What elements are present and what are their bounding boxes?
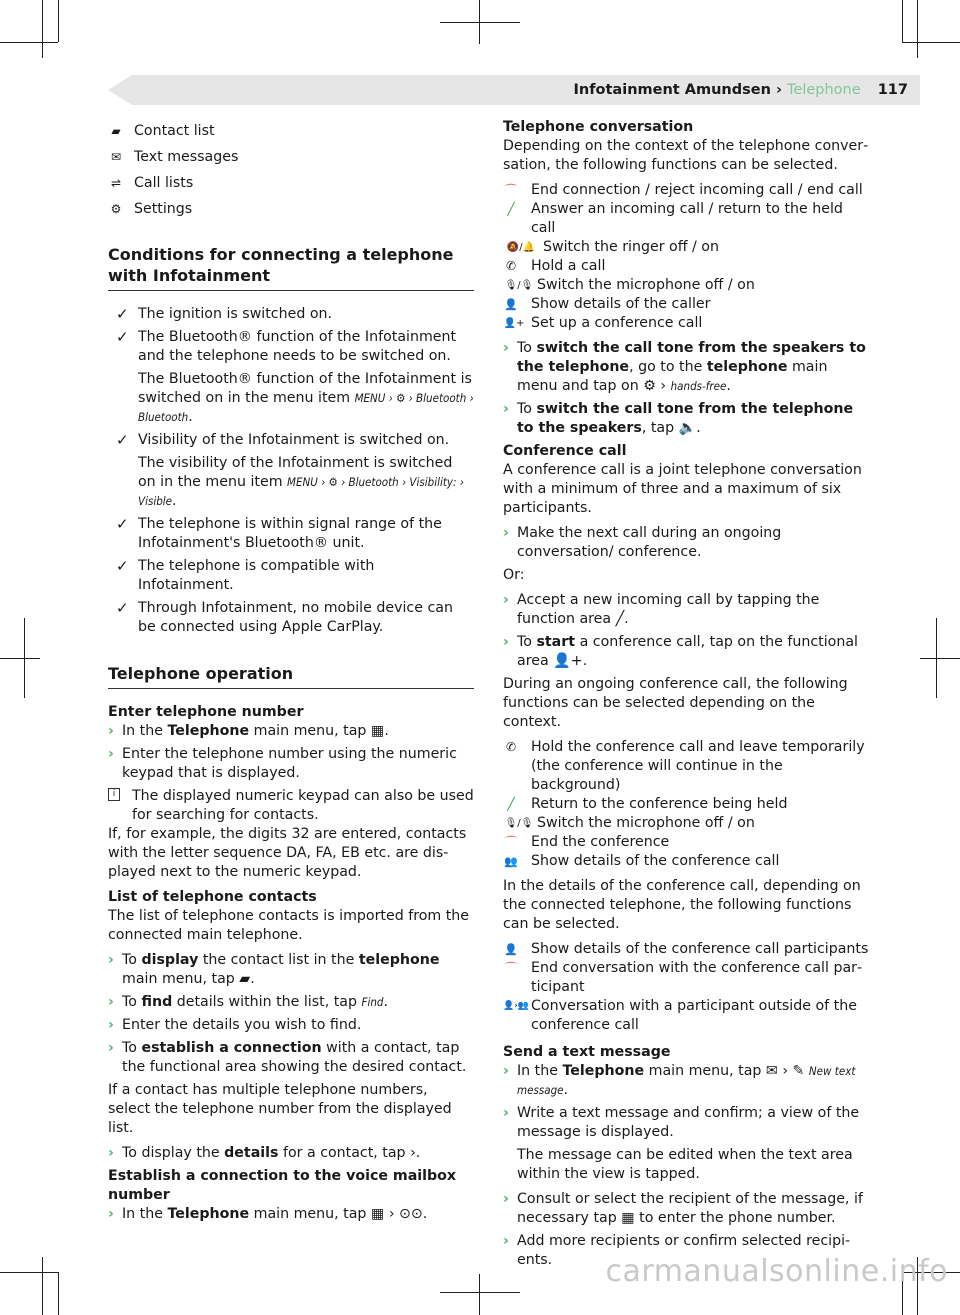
header-section: Infotainment Amundsen xyxy=(573,82,771,98)
step: › To display the details for a contact, tap ›. xyxy=(108,1145,421,1161)
condition-item: ✓ Through Infotainment, no mobile device can be connected using Apple CarPlay. xyxy=(116,599,453,635)
step: › In the Telephone main menu, tap ▦ › ⊙⊙. xyxy=(108,1206,428,1222)
private-talk-icon: 👤›👥 xyxy=(503,1001,530,1011)
conversation-heading: Telephone conversation xyxy=(503,119,694,135)
menu-path: hands-free xyxy=(670,379,727,393)
conference-details-intro: In the details of the conference call, depending on the connected telephone, the following functions can be selected. xyxy=(503,878,861,932)
step: › Add more recipients or confirm selected recipients. xyxy=(503,1233,851,1268)
menu-path: Find xyxy=(361,995,384,1009)
checkmark-icon: ✓ xyxy=(116,599,129,617)
condition-item: ✓ Visibility of the Infotainment is switched on. xyxy=(116,431,450,449)
header-separator: › xyxy=(775,82,782,98)
microphone-icon: 🎙/🎙 xyxy=(504,280,534,291)
end-participant-icon: ⌒ xyxy=(504,961,517,975)
function-row: 🎙/🎙 Switch the microphone off / on xyxy=(504,815,755,831)
end-call-icon: ⌒ xyxy=(504,183,517,197)
function-row: 👤 Show details of the conference call participants xyxy=(504,941,869,957)
menu-path: MENU › ⚙ › Bluetooth › Visibility: › Visible xyxy=(138,475,464,508)
menu-item xyxy=(108,118,474,144)
note-text: If, for example, the digits 32 are entered, contacts with the letter sequence DA, FA, EB etc. are displayed next to the numeric keypad. xyxy=(108,826,467,880)
participant-icon: 👤 xyxy=(504,943,518,956)
conversation-functions xyxy=(503,181,871,333)
checkmark-icon: ✓ xyxy=(116,557,129,575)
function-row: ✆ Hold a call xyxy=(503,257,871,276)
function-row: ╱ Return to the conference being held xyxy=(503,795,871,814)
conference-heading: Conference call xyxy=(503,443,627,459)
operation-heading: Telephone operation xyxy=(108,663,474,689)
condition-item: ✓ The Bluetooth® function of the Infotainment and the telephone needs to be switched on. xyxy=(116,328,457,364)
condition-item: ✓ The telephone is within signal range of the Infotainment's Bluetooth® unit. xyxy=(116,515,442,551)
menu-item xyxy=(108,196,474,222)
function-row: ╱ Answer an incoming call / return to the held call xyxy=(503,200,871,238)
function-row: ⌒ End the conference xyxy=(504,834,670,850)
ringer-icon: 🔕/🔔 xyxy=(506,242,536,253)
header-current: Telephone xyxy=(787,82,861,98)
menu-item-label: Text messages xyxy=(134,148,239,165)
function-row: 👥 Show details of the conference call xyxy=(504,853,780,869)
step: › Enter the details you wish to find. xyxy=(108,1017,362,1033)
menu-list xyxy=(108,118,474,222)
menu-item-label: Settings xyxy=(134,200,193,217)
envelope-icon: ✉ xyxy=(110,149,122,164)
step: › In the Telephone main menu, tap ✉ › ✎ New text message. xyxy=(503,1063,856,1098)
left-column xyxy=(108,118,474,1228)
menu-item xyxy=(108,170,474,196)
function-row: 🔕/🔔 Switch the ringer off / on xyxy=(503,238,871,257)
voicemail-heading: Establish a connection to the voice mailbox number xyxy=(108,1168,457,1203)
conference-functions xyxy=(503,738,871,871)
step: › Enter the telephone number using the numeric keypad that is displayed. xyxy=(108,746,457,781)
menu-item-label: Call lists xyxy=(134,174,194,191)
running-header xyxy=(574,81,908,100)
step: › To find details within the list, tap Find. xyxy=(108,994,388,1010)
sms-heading: Send a text message xyxy=(503,1044,671,1060)
end-conference-icon: ⌒ xyxy=(504,835,517,849)
condition-item: ✓ The ignition is switched on. xyxy=(116,305,333,323)
contacts-intro: The list of telephone contacts is imported from the connected main telephone. xyxy=(108,908,470,943)
gear-icon: ⚙ xyxy=(110,201,122,216)
conference-detail-functions xyxy=(503,940,871,1035)
call-list-icon: ⇌ xyxy=(110,175,122,190)
menu-item xyxy=(108,144,474,170)
contacts-icon: ▰ xyxy=(111,123,121,138)
condition-subtext: The Bluetooth® function of the Infotainment is switched on in the menu item MENU › ⚙ › Bluetooth › Bluetooth. xyxy=(138,371,474,425)
caller-details-icon: 👤 xyxy=(504,298,518,311)
function-row: 🎙/🎙 Switch the microphone off / on xyxy=(504,277,755,293)
step: › Make the next call during an ongoing conversation/ conference. xyxy=(503,525,782,560)
enter-number-heading: Enter telephone number xyxy=(108,704,304,720)
step: › Write a text message and confirm; a view of the message is displayed. xyxy=(503,1105,860,1140)
contacts-heading: List of telephone contacts xyxy=(108,889,317,905)
multiple-numbers-text: If a contact has multiple telephone numbers, select the telephone number from the displayed list. xyxy=(108,1082,452,1136)
step: › To switch the call tone from the speakers to the telephone, go to the telephone main menu and tap on ⚙ › hands-free. xyxy=(503,340,866,394)
conference-intro: A conference call is a joint telephone conversation with a minimum of three and a maximum of six participants. xyxy=(503,462,862,516)
watermark: carmanualsonline.info xyxy=(605,1254,948,1289)
checkmark-icon: ✓ xyxy=(116,515,129,533)
right-column xyxy=(503,118,871,1274)
step: › In the Telephone main menu, tap ▦. xyxy=(108,723,389,739)
step: › To establish a connection with a contact, tap the functional area showing the desired contact. xyxy=(108,1040,467,1075)
condition-item: ✓ The telephone is compatible with Infotainment. xyxy=(116,557,375,593)
menu-path: MENU › ⚙ › Bluetooth › Bluetooth xyxy=(138,391,474,424)
function-row: ⌒ End conversation with the conference call participant xyxy=(504,960,863,995)
microphone-icon: 🎙/🎙 xyxy=(504,818,534,829)
function-row: ⌒ End connection / reject incoming call / end call xyxy=(504,182,863,198)
checkmark-icon: ✓ xyxy=(116,431,129,449)
conditions-heading: Conditions for connecting a telephone with Infotainment xyxy=(108,244,474,291)
step: › Accept a new incoming call by tapping the function area ╱. xyxy=(503,592,820,627)
function-row: ✆ Hold the conference call and leave temporarily (the conference will continue in the background) xyxy=(503,738,871,795)
conference-details-icon: 👥 xyxy=(504,855,518,868)
menu-item-label: Contact list xyxy=(134,122,215,139)
step: › To switch the call tone from the telephone to the speakers, tap 🔈. xyxy=(503,401,854,436)
hold-conference-icon: ✆ xyxy=(505,740,517,754)
function-row: 👤+ Set up a conference call xyxy=(503,315,703,331)
function-row: 👤 Show details of the caller xyxy=(504,296,711,312)
answer-call-icon: ╱ xyxy=(507,202,515,216)
during-conference-text: During an ongoing conference call, the following functions can be selected depending on the context. xyxy=(503,676,848,730)
step: › To display the contact list in the telephone main menu, tap ▰. xyxy=(108,952,440,987)
hold-call-icon: ✆ xyxy=(505,259,517,273)
page-number: 117 xyxy=(877,82,908,98)
info-icon: i xyxy=(108,788,120,801)
checkmark-icon: ✓ xyxy=(116,305,129,323)
conversation-intro: Depending on the context of the telephone conversation, the following functions can be selected. xyxy=(503,138,869,173)
step: › To start a conference call, tap on the functional area 👤+. xyxy=(503,634,858,669)
checkmark-icon: ✓ xyxy=(116,328,129,346)
function-row: 👤›👥 Conversation with a participant outside of the conference call xyxy=(503,998,857,1033)
or-text: Or: xyxy=(503,567,525,583)
condition-subtext: The visibility of the Infotainment is switched on in the menu item MENU › ⚙ › Bluetooth › Visibility: › Visible. xyxy=(138,455,464,509)
menu-path: New text message xyxy=(517,1064,856,1097)
return-conference-icon: ╱ xyxy=(507,797,515,811)
step: › Consult or select the recipient of the message, if necessary tap ▦ to enter the phone number. xyxy=(503,1191,863,1226)
conference-add-icon: 👤+ xyxy=(503,318,525,329)
note: i The displayed numeric keypad can also be used for searching for contacts. xyxy=(108,787,474,825)
sms-subtext: The message can be edited when the text area within the view is tapped. xyxy=(517,1147,853,1182)
